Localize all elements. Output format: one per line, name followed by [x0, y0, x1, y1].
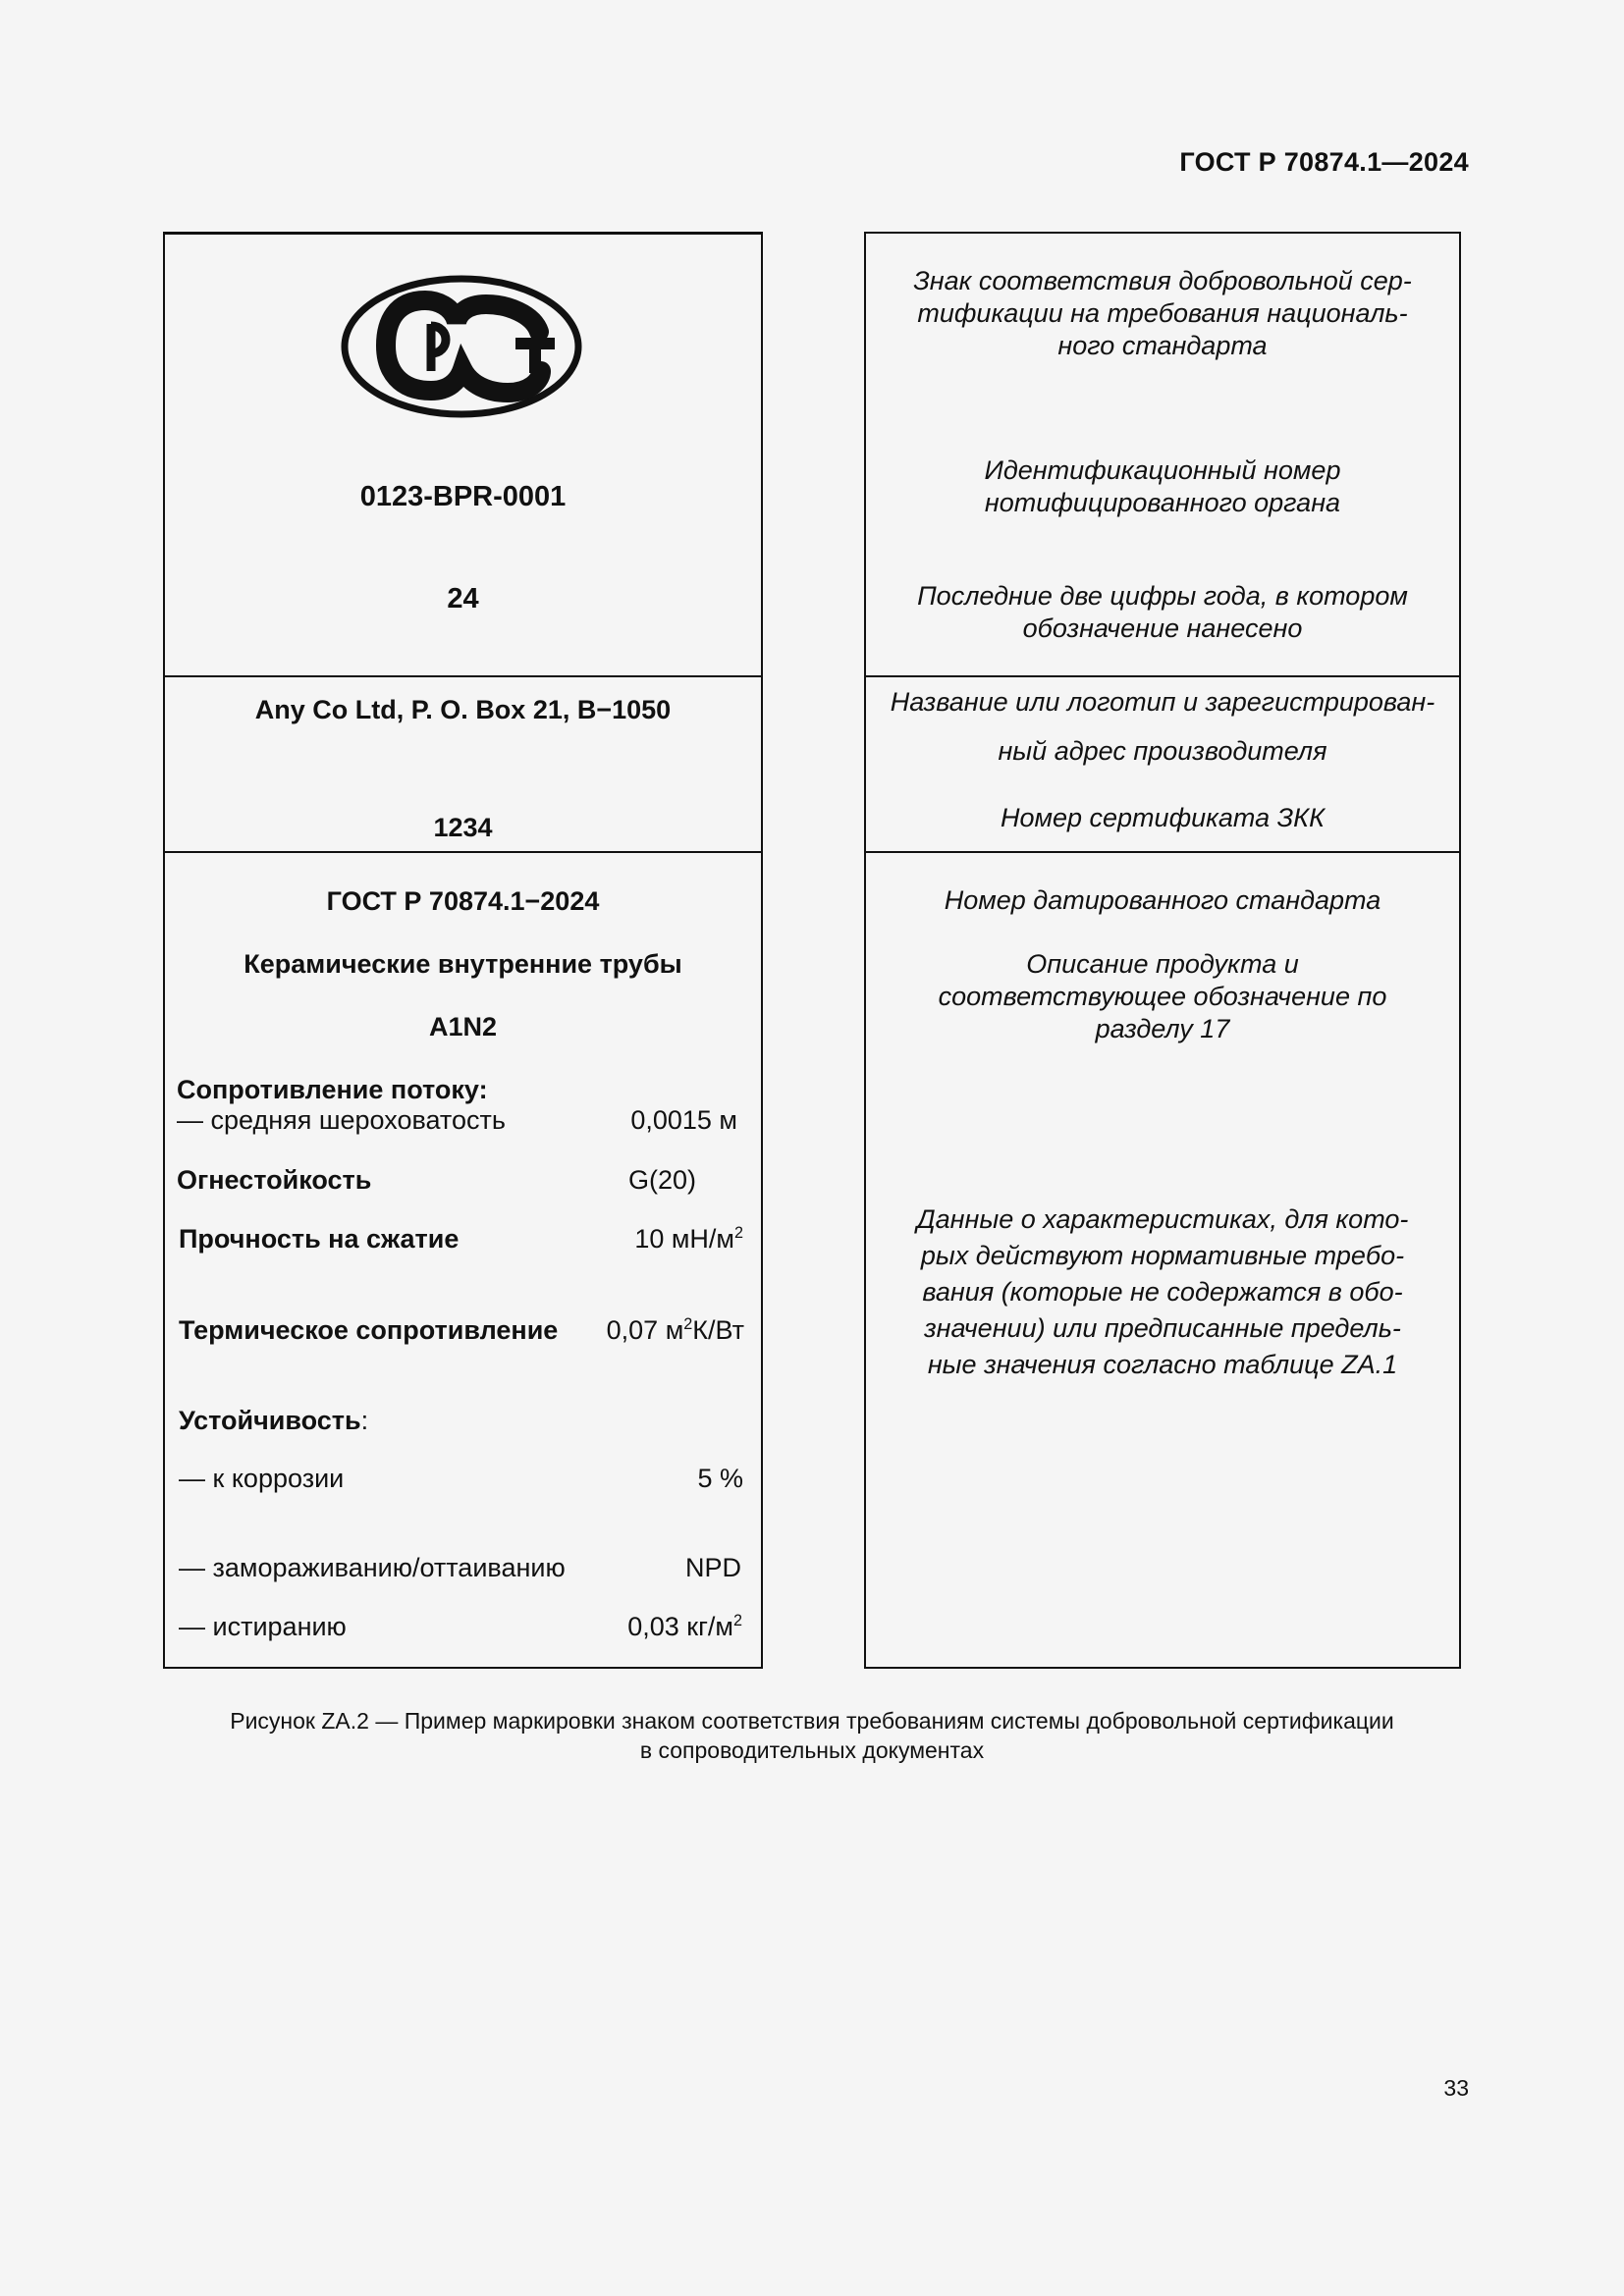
note-certificate: Номер сертификата ЗКК: [1000, 803, 1326, 832]
fire-resistance-label: Огнестойкость: [177, 1165, 372, 1195]
roughness-label: — средняя шероховатость: [177, 1105, 506, 1135]
roughness-value: 0,0015 м: [630, 1105, 737, 1135]
product-designation: A1N2: [428, 1012, 498, 1041]
abrasion-label: — истиранию: [179, 1612, 347, 1641]
year-digits: 24: [447, 583, 479, 614]
document-header-code: ГОСТ Р 70874.1—2024: [1179, 147, 1469, 177]
note-notified-body: Идентификационный номер нотифицированного органа: [984, 455, 1341, 517]
thermal-resistance-value: 0,07 $м^2К/Вт$: [606, 1315, 744, 1345]
corrosion-label: — к коррозии: [179, 1464, 345, 1493]
freeze-thaw-label: — замораживанию/оттаиванию: [179, 1553, 566, 1582]
certificate-number: 1234: [433, 813, 493, 842]
figure-caption: Рисунок ZA.2 — Пример маркировки знаком соответствия требованиям системы добровольной сертификации в сопроводительных документах: [230, 1708, 1394, 1763]
note-product: Описание продукта и соответствующее обозначение по разделу 17: [938, 949, 1387, 1043]
notified-body-id: 0123-BPR-0001: [359, 481, 567, 512]
standard-number: ГОСТ Р 70874.1−2024: [326, 886, 600, 916]
manufacturer-address: Any Co Ltd, P. O. Box 21, B−1050: [254, 695, 672, 724]
durability-label: Устойчивость:: [179, 1406, 369, 1435]
page-number: 33: [1443, 2075, 1469, 2101]
abrasion-value: 0,03 $кг/м^2$: [627, 1612, 742, 1641]
divider-line: [163, 675, 763, 677]
thermal-resistance-label: Термическое сопротивление: [179, 1315, 559, 1345]
note-conformity-mark: Знак соответствия добровольной сер- тификации на требования националь- ного стандарта: [913, 266, 1412, 360]
compressive-strength-value: 10 $мН/м^2$: [634, 1224, 743, 1254]
note-standard: Номер датированного стандарта: [944, 885, 1381, 915]
corrosion-value: 5 %: [697, 1464, 743, 1493]
freeze-thaw-value: NPD: [684, 1553, 741, 1582]
flow-resistance-label: Сопротивление потоку:: [177, 1075, 488, 1104]
fire-resistance-value: G(20): [628, 1165, 697, 1195]
rst-conformity-logo: [341, 275, 582, 418]
note-year-digits: Последние две цифры года, в котором обозначение нанесено: [917, 581, 1408, 643]
compressive-strength-label: Прочность на сжатие: [179, 1224, 460, 1254]
product-description: Керамические внутренние трубы: [244, 949, 682, 979]
divider-line: [864, 851, 1461, 853]
note-characteristics: Данные о характеристиках, для кото- рых действуют нормативные требо- вания (которые не содержатся в обо- значении) или предписанные предель- ные значения согласно таблице ZA.1: [916, 1204, 1409, 1379]
note-manufacturer: Название или логотип и зарегистрирован- ный адрес производителя: [890, 687, 1435, 766]
divider-line: [163, 851, 763, 853]
